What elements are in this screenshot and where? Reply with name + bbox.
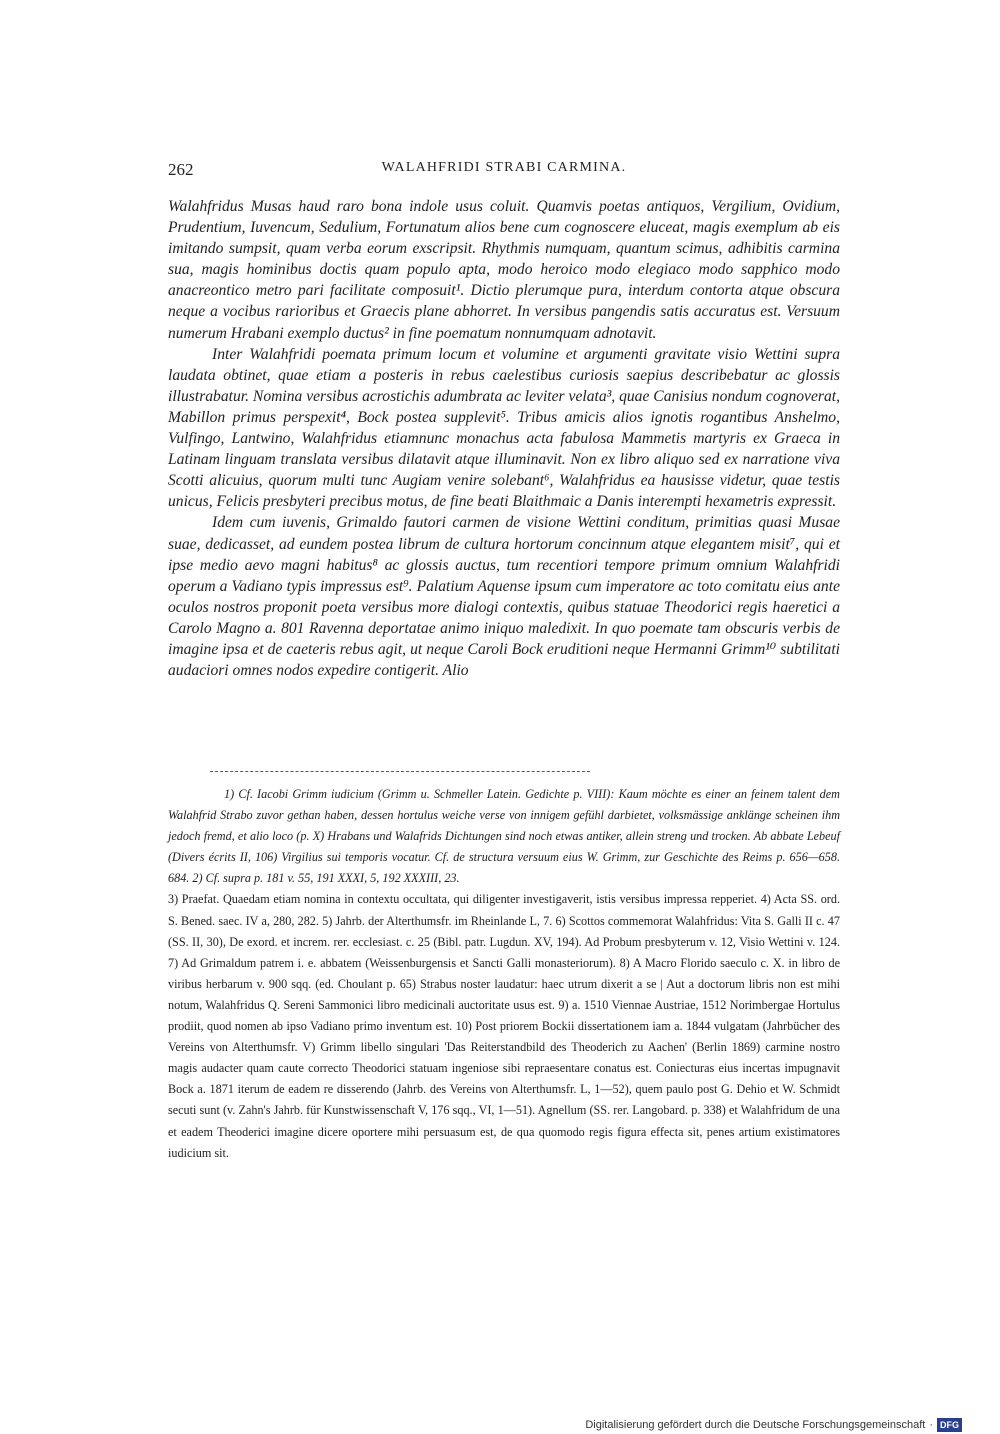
credit-text: Digitalisierung gefördert durch die Deutsche Forschungsgemeinschaft: [585, 1419, 926, 1431]
footnote-separator: [210, 771, 590, 772]
paragraph: Walahfridus Musas haud raro bona indole usus coluit. Quamvis poetas antiquos, Vergilium, Ovidium, Prudentium, Iuvencum, Sedulium, Fortunatum alios bene cum cognoscere eluceat, magis exemplum ab eis imitando sumpsit, quam verba eorum exscripsit. Rhythmis numquam, quantum scimus, adhibitis carmina sua, magis hominibus doctis quam populo apta, modo heroico modo elegiaco modo sapphico modo anacreontico metro pari facilitate composuit¹. Dictio plerumque pura, interdum contorta atque obscura neque a vocibus rarioribus et Graecis plane abhorret. In versibus pangendis satis accuratus est. Versuum numerum Hrabani exemplo ductus² in fine poematum nonnumquam adnotavit.: [168, 198, 840, 342]
paragraph: Idem cum iuvenis, Grimaldo fautori carmen de visione Wettini conditum, primitias quasi Musae suae, dedicasset, ad eundem postea librum de cultura hortorum concinnum atque elegantem misit⁷, qui et ipse medio aevo magni habitus⁸ ac glossis auctus, tum recentiori tempore primum omnium Walahfridi operum a Vadiano typis impressus est⁹. Palatium Aquense ipsum cum imperatore ac toto comitatu eius ante oculos nostros proponit poeta versibus more dialogi contextis, quibus statuae Theodorici regis haeretici a Carolo Magno a. 801 Ravenna deportatae animo iniquo maledixit. In quo poemate tam obscuris verbis de imagine ipsa et de caeteris rebus agit, ut neque Caroli Bock eruditioni neque Hermanni Grimm¹⁰ subtilitati audaciori omnes nodos expedire contigerit. Alio: [168, 514, 840, 680]
footnote-block: 3) Praefat. Quaedam etiam nomina in contextu occultata, qui diligenter investigaverit, istis versibus impressa repperiet. 4) Acta SS. ord. S. Bened. saec. IV a, 280, 282. 5) Jahrb. der Alterthumsfr. im Rheinlande L, 7. 6) Scottos commemorat Walahfridus: Vita S. Galli II c. 47 (SS. II, 30), De exord. et increm. rer. ecclesiast. c. 25 (Bibl. patr. Lugdun. XV, 194). Ad Probum presbyterum v. 12, Visio Wettini v. 124. 7) Ad Grimaldum patrem i. e. abbatem (Weissenburgensis et Sancti Galli monasteriorum). 8) A Macro Florido saeculo c. X. in libro de viribus herbarum v. 900 sqq. (ed. Choulant p. 65) Strabus noster laudatur: haec utrum dixerit a se | Aut a doctorum libris non est mihi notum, Walahfridus Q. Sereni Sammonici libro medicinali auctoritate usus est. 9) a. 1510 Viennae Austriae, 1512 Norimbergae Hortulus prodiit, quod nomen ab ipso Vadiano primo inventum est. 10) Post priorem Bockii dissertationem iam a. 1844 vulgatam (Jahrbücher des Vereins von Alterthumsfr. V) Grimm libello singulari 'Das Reiterstandbild des Theoderich zu Aachen' (Berlin 1869) carmine nostro magis audacter quam caute correcto Theodorici statuam ingeniose sibi repraesentare conatus est. Coniecturas eius incertas impugnavit Bock a. 1871 iterum de eadem re disserendo (Jahrb. des Vereins von Alterthumsfr. L, 1—52), quem paulo post G. Dehio et W. Schmidt secuti sunt (v. Zahn's Jahrb. für Kunstwissenschaft V, 176 sqq., VI, 1—51). Agnellum (SS. rer. Langobard. p. 338) et Walahfridum de una et eadem Theoderici imagine dicere oportere mihi persuasum est, de qua quomodo regis figura effecta sit, penes artium existimatores iudicium sit.: [168, 892, 840, 1160]
page-header: [168, 160, 840, 184]
main-text: [168, 196, 840, 681]
footnote-block: 1) Cf. Iacobi Grimm iudicium (Grimm u. Schmeller Latein. Gedichte p. VIII): Kaum möchte es einer an feinem talent dem Walahfrid Strabo zuvor gethan haben, dessen hortulus weiche verse von innigem gefühl darbietet, volksmässige anklänge scheinen ihm jedoch fremd, et alio loco (p. X) Hrabans und Walafrids Dichtungen sind noch etwas antiker, allein streng und trocken. Ab abbate Lebeuf (Divers écrits II, 106) Virgilius sui temporis vocatur. Cf. de structura versuum eius W. Grimm, zur Geschichte des Reims p. 656—658. 684. 2) Cf. supra p. 181 v. 55, 191 XXXI, 5, 192 XXXIII, 23.: [168, 787, 840, 886]
running-title: WALAHFRIDI STRABI CARMINA.: [381, 160, 627, 175]
footnotes: [168, 784, 840, 1164]
digitization-credit: Digitalisierung gefördert durch die Deutsche Forschungsgemeinschaft · DFG: [585, 1418, 962, 1432]
paragraph: Inter Walahfridi poemata primum locum et volumine et argumenti gravitate visio Wettini supra laudata obtinet, quae etiam a posteris in rebus caelestibus curiosis saepius describebatur ac glossis illustrabatur. Nomina versibus acrostichis adumbrata ac leviter velata³, quae Canisius nondum cognoverat, Mabillon primus perspexit⁴, Bock postea supplevit⁵. Tribus amicis alios ignotis rogantibus Anshelmo, Vulfingo, Lantwino, Walahfridus etiamnunc monachus acta fabulosa Mammetis martyris ex Graeca in Latinam linguam translata versibus dilatavit atque illuminavit. Non ex libro aliquo sed ex narratione viva Scotti alicuius, quorum multi tunc Augiam venire solebant⁶, Walahfridus ea hausisse videtur, quae testis unicus, Felicis presbyteri precibus motus, de fine beati Blaithmaic a Danis interempti hexametris expressit.: [168, 345, 840, 511]
page-number: 262: [168, 160, 194, 179]
dfg-logo: DFG: [937, 1418, 962, 1432]
